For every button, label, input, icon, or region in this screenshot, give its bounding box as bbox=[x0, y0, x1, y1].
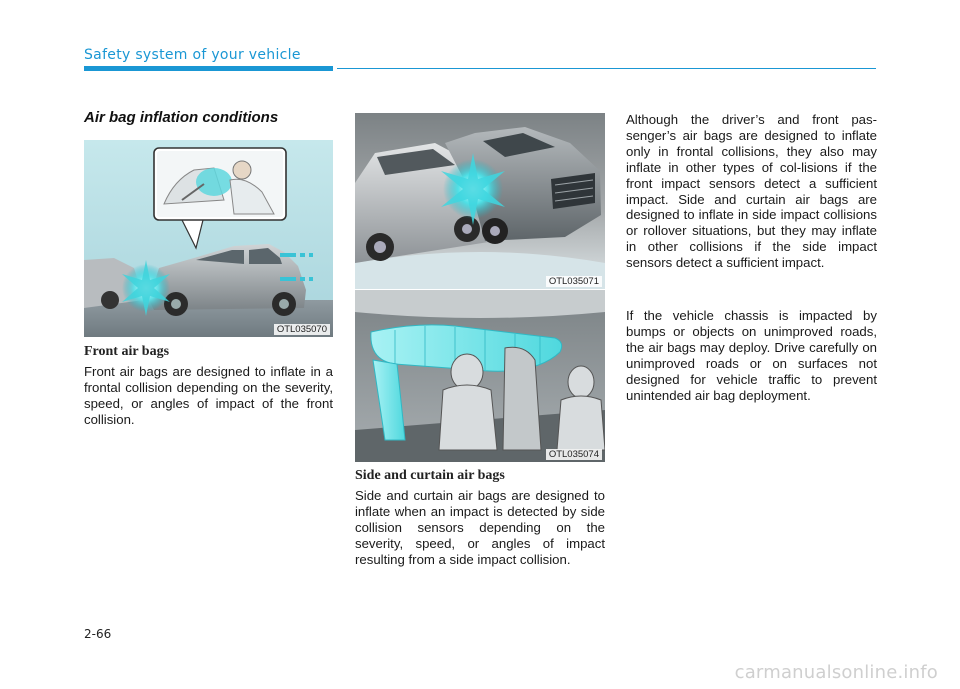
header-rule bbox=[337, 68, 876, 69]
figure-caption: OTL035071 bbox=[546, 276, 602, 287]
right-column-paragraph-2: If the vehicle chassis is impacted by bumps or objects on unimproved roads, the air bags may deploy. Drive carefully on unimproved roads or on surfaces not designed for vehicle traffic to prevent unintended air bag deployment. bbox=[626, 308, 877, 403]
right-column-paragraph-1: Although the driver’s and front pas-senger’s air bags are designed to inflate only in frontal collisions, they also may inflate in other types of col-lisions if the front impact sensors detect a sufficient impact. Side and curtain air bags are designed to inflate in side impact collisions or rollover situations, but they may inflate in other collisions if the side impact sensors detect a sufficient impact. bbox=[626, 112, 877, 271]
header-accent-bar bbox=[84, 66, 333, 71]
section-title: Air bag inflation conditions bbox=[84, 109, 279, 126]
curtain-airbag-illustration bbox=[355, 290, 605, 462]
running-header: Safety system of your vehicle bbox=[84, 47, 301, 63]
front-collision-figure bbox=[84, 140, 333, 337]
figure-caption: OTL035070 bbox=[274, 324, 330, 335]
front-airbags-heading: Front air bags bbox=[84, 344, 170, 359]
front-collision-illustration bbox=[84, 140, 333, 337]
figure-caption: OTL035074 bbox=[546, 449, 602, 460]
side-airbags-heading: Side and curtain air bags bbox=[355, 468, 505, 483]
watermark: carmanualsonline.info bbox=[734, 662, 938, 683]
front-airbags-text: Front air bags are designed to inflate in a frontal collision depending on the severity, speed, or angles of impact of the front collision. bbox=[84, 364, 333, 427]
side-collision-figure bbox=[355, 113, 605, 289]
page-number: 2-66 bbox=[84, 627, 112, 641]
curtain-airbag-figure bbox=[355, 290, 605, 462]
side-airbags-text: Side and curtain air bags are designed to inflate when an impact is detected by side collision sensors depending on the severity, speed, or angles of impact resulting from a side impact collision. bbox=[355, 488, 605, 567]
side-collision-illustration bbox=[355, 113, 605, 289]
